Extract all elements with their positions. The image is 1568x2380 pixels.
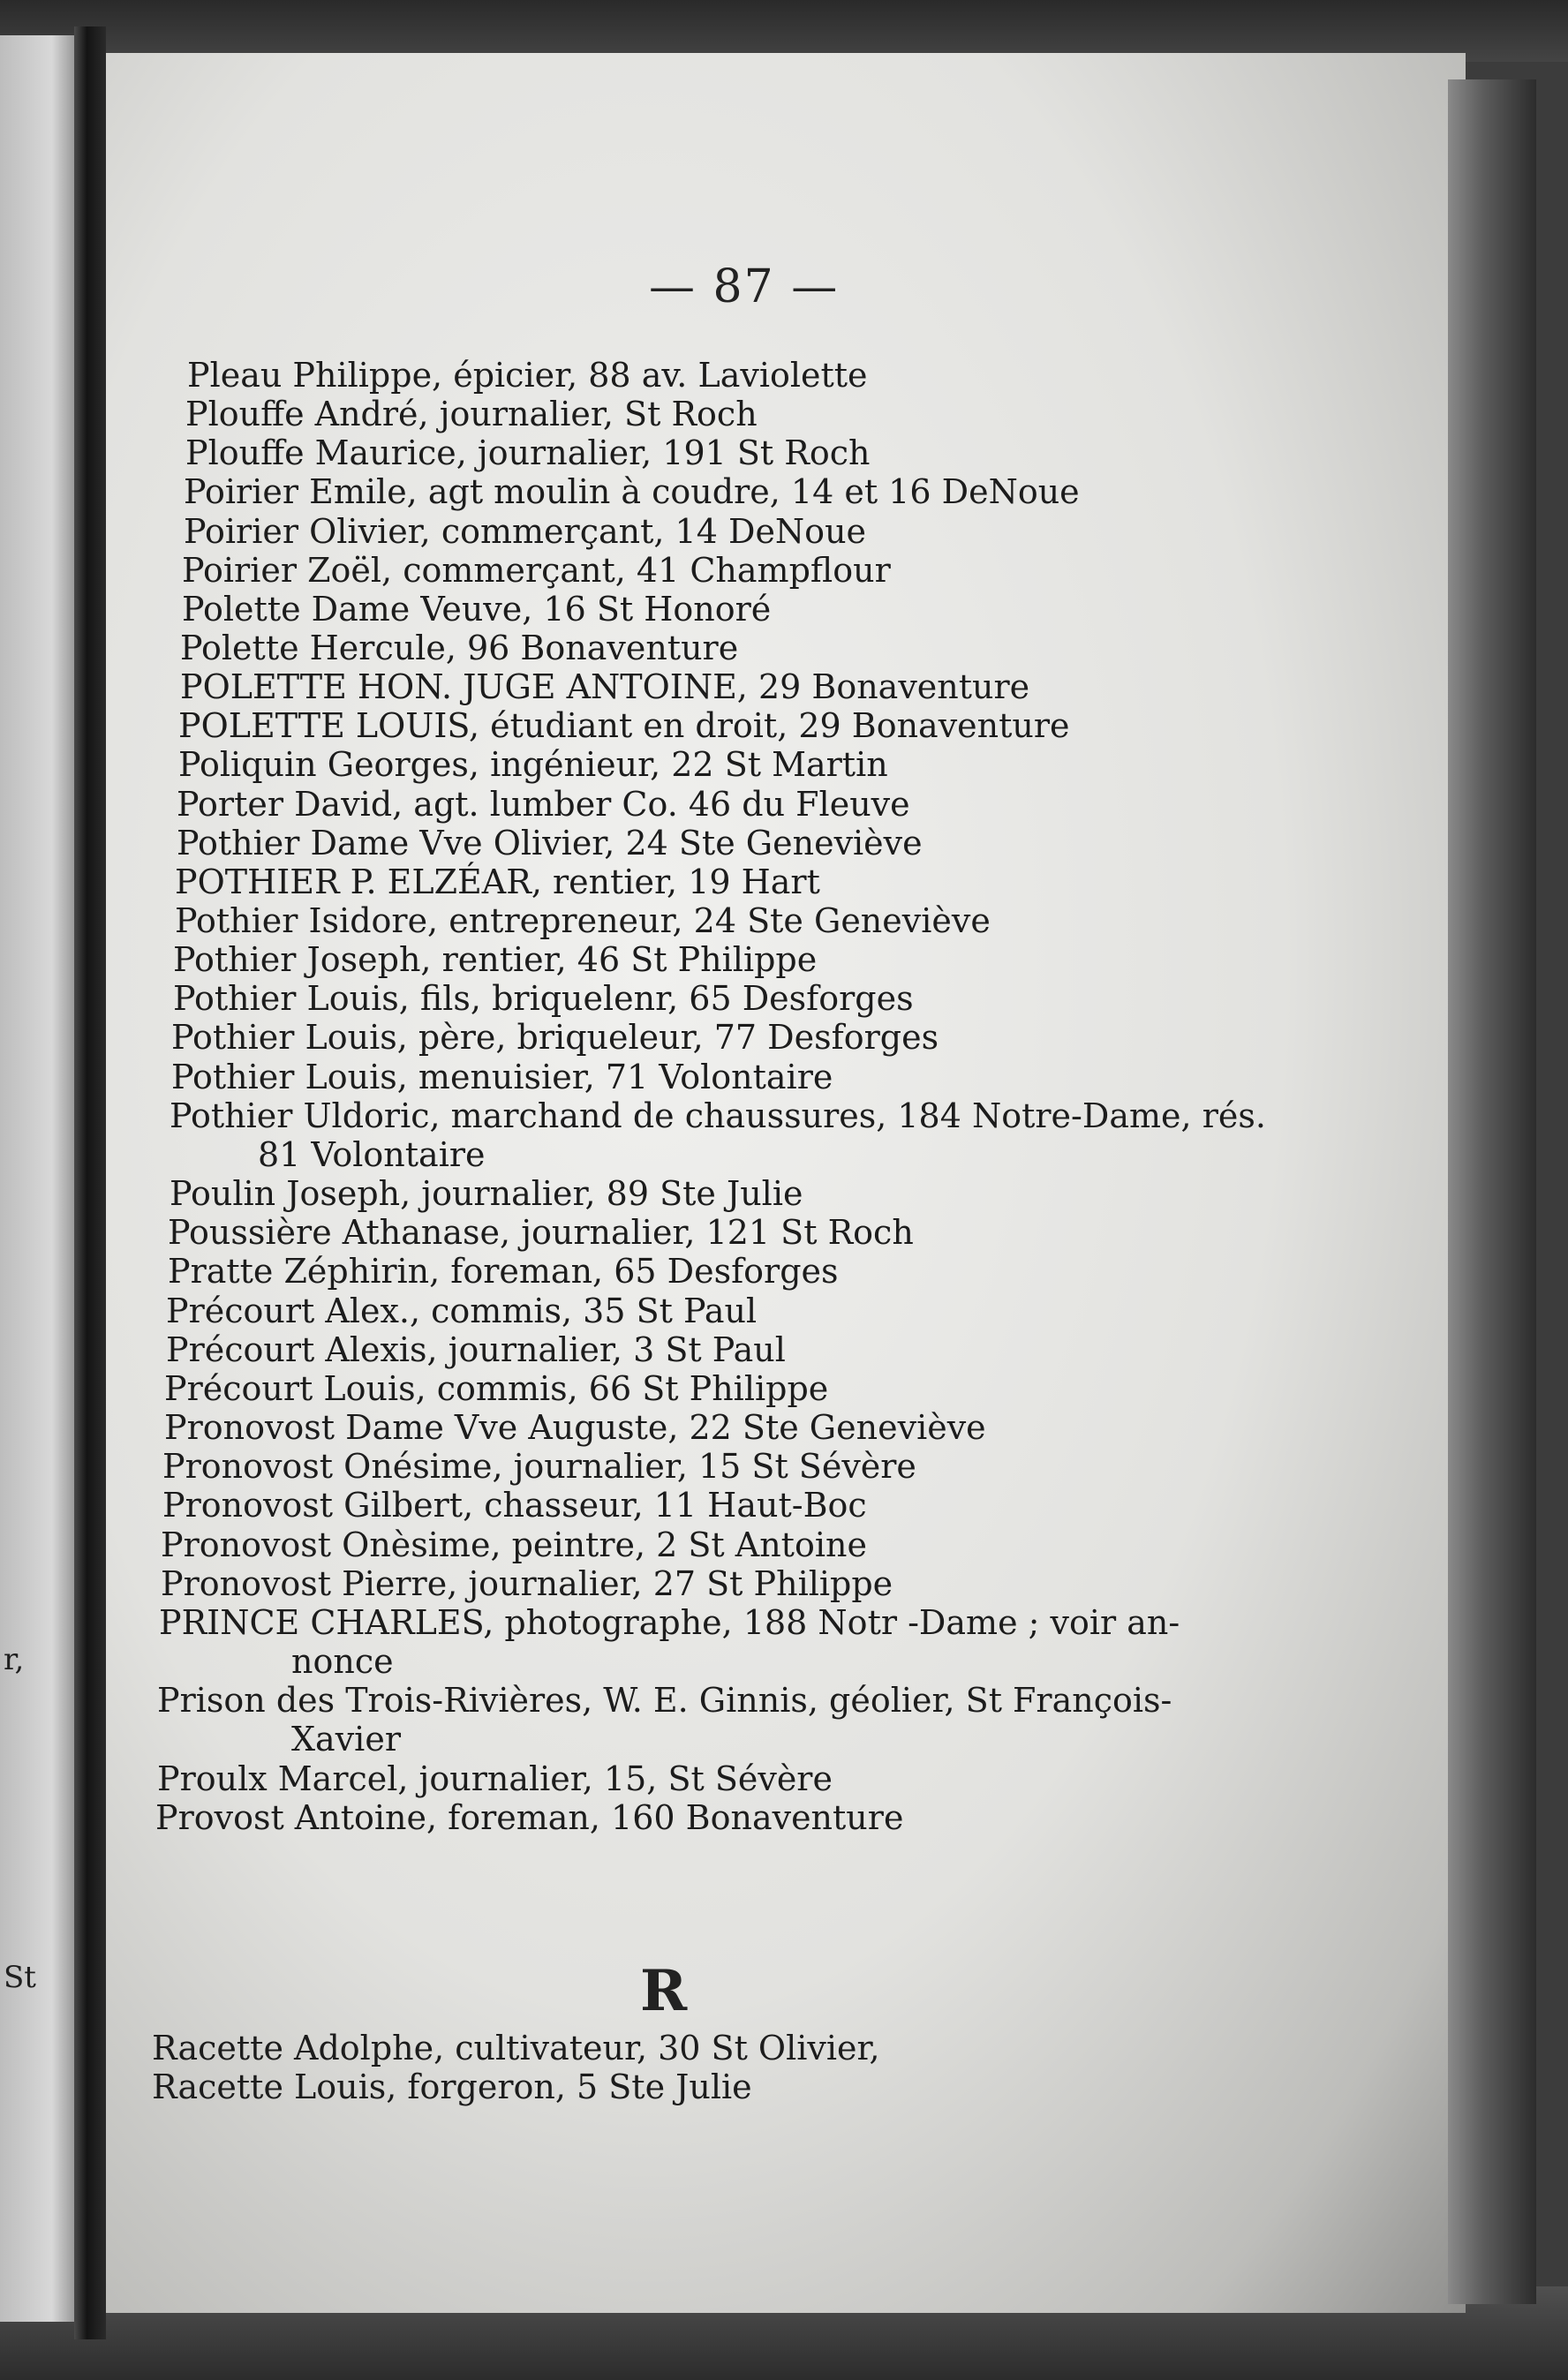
directory-entry: Pothier Isidore, entrepreneur, 24 Ste Geneviève <box>175 901 991 940</box>
directory-entry: Pothier Dame Vve Olivier, 24 Ste Geneviève <box>177 824 923 862</box>
directory-entry: Pronovost Gilbert, chasseur, 11 Haut-Boc <box>162 1486 867 1525</box>
directory-entry: Poulin Joseph, journalier, 89 Ste Julie <box>170 1174 803 1213</box>
directory-entry: Pleau Philippe, épicier, 88 av. Laviolette <box>187 356 868 395</box>
directory-entry: Pronovost Onèsime, peintre, 2 St Antoine <box>161 1525 867 1564</box>
directory-entry: Précourt Louis, commis, 66 St Philippe <box>164 1369 829 1408</box>
directory-entry: Pothier Louis, père, briqueleur, 77 Desforges <box>171 1018 939 1057</box>
directory-entry: POLETTE LOUIS, étudiant en droit, 29 Bonaventure <box>178 706 1070 745</box>
directory-entry: Provost Antoine, foreman, 160 Bonaventure <box>155 1798 904 1837</box>
directory-entry: Précourt Alex., commis, 35 St Paul <box>166 1292 758 1330</box>
directory-entry: Prison des Trois-Rivières, W. E. Ginnis, géolier, St François- <box>157 1681 1172 1720</box>
directory-entry: Polette Dame Veuve, 16 St Honoré <box>182 590 772 629</box>
directory-entry-continuation: Xavier <box>291 1720 401 1759</box>
directory-entry: Plouffe André, journalier, St Roch <box>185 395 758 433</box>
directory-entry: Poliquin Georges, ingénieur, 22 St Martin <box>178 745 888 784</box>
directory-entry: Poirier Olivier, commerçant, 14 DeNoue <box>184 512 867 551</box>
directory-entry: PRINCE CHARLES, photographe, 188 Notr -Dame ; voir an- <box>159 1603 1180 1642</box>
directory-entry: Pronovost Dame Vve Auguste, 22 Ste Geneviève <box>164 1408 986 1447</box>
directory-entry: Racette Adolphe, cultivateur, 30 St Olivier, <box>152 2029 880 2067</box>
directory-entry: Poirier Emile, agt moulin à coudre, 14 et 16 DeNoue <box>184 472 1080 511</box>
directory-entry-continuation: 81 Volontaire <box>258 1135 486 1174</box>
section-letter: R <box>640 1958 688 2024</box>
directory-entry-continuation: nonce <box>291 1642 394 1681</box>
directory-entry: Plouffe Maurice, journalier, 191 St Roch <box>185 433 871 472</box>
directory-entry: POLETTE HON. JUGE ANTOINE, 29 Bonaventure <box>180 667 1030 706</box>
directory-entry: Proulx Marcel, journalier, 15, St Sévère <box>157 1759 833 1798</box>
directory-entry: Poussière Athanase, journalier, 121 St Roch <box>168 1213 914 1252</box>
directory-entry: Pothier Louis, fils, briquelenr, 65 Desforges <box>173 979 914 1018</box>
directory-entry: Polette Hercule, 96 Bonaventure <box>180 629 739 667</box>
page-number: — 87 — <box>649 260 840 313</box>
directory-entry: Poirier Zoël, commerçant, 41 Champflour <box>182 551 891 590</box>
directory-entry: Précourt Alexis, journalier, 3 St Paul <box>166 1330 786 1369</box>
directory-entry: Pronovost Pierre, journalier, 27 St Philippe <box>161 1564 893 1603</box>
directory-entry: Pronovost Onésime, journalier, 15 St Sévère <box>162 1447 916 1486</box>
directory-entry: Pothier Louis, menuisier, 71 Volontaire <box>171 1058 833 1096</box>
left-fragment-text: St <box>4 1960 36 1995</box>
directory-entry: Racette Louis, forgeron, 5 Ste Julie <box>152 2067 752 2106</box>
directory-entry: POTHIER P. ELZÉAR, rentier, 19 Hart <box>175 862 820 901</box>
directory-entry: Pothier Uldoric, marchand de chaussures, 184 Notre-Dame, rés. <box>170 1096 1266 1135</box>
directory-entry: Pratte Zéphirin, foreman, 65 Desforges <box>168 1252 839 1291</box>
left-fragment-text: r, <box>4 1642 25 1677</box>
directory-entry: Pothier Joseph, rentier, 46 St Philippe <box>173 940 818 979</box>
directory-entry: Porter David, agt. lumber Co. 46 du Fleuve <box>177 785 910 824</box>
